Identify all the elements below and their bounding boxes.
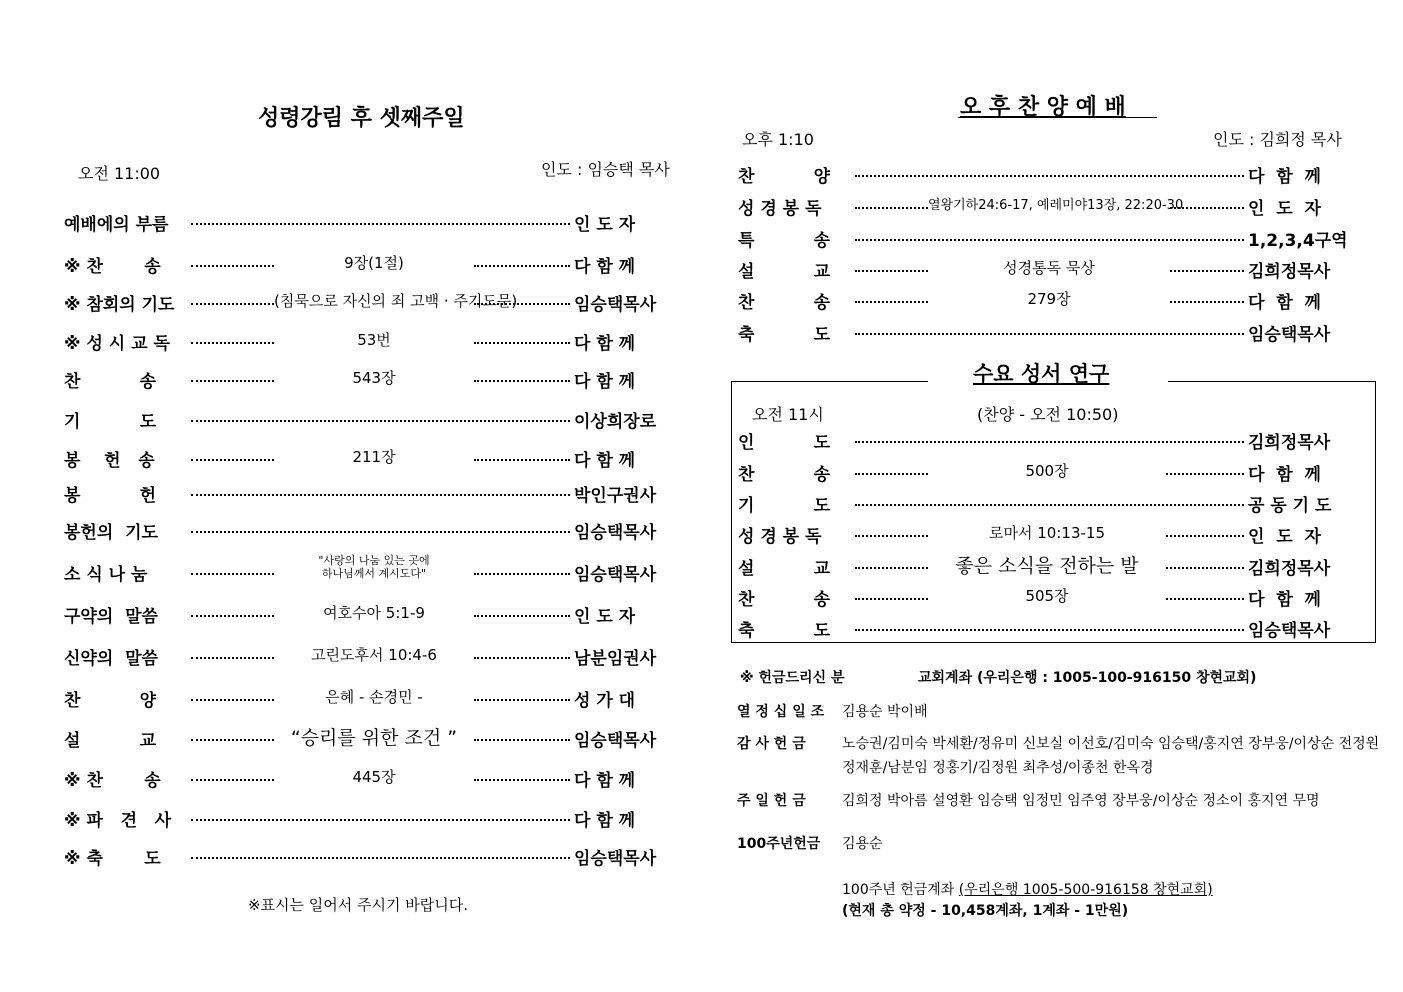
order-person: 다 함 께: [574, 257, 636, 277]
order-person: 임승택목사: [574, 731, 657, 751]
order-row: [64, 407, 694, 432]
order-person: 임승택목사: [574, 565, 657, 585]
order-person: 공 동 기 도: [1248, 496, 1332, 516]
order-label: 설 교: [738, 262, 831, 282]
leader-dots: [191, 844, 570, 859]
order-row: [64, 686, 694, 711]
order-person: 박인구권사: [574, 486, 657, 506]
order-label: ※ 축 도: [64, 849, 161, 869]
order-label: 봉 헌 송: [64, 451, 155, 471]
leader-dots: [474, 560, 570, 575]
order-label: 신약의 말씀: [64, 649, 158, 669]
order-person: 이상희장로: [574, 412, 657, 432]
main-service-title: 성령강림 후 셋째주일: [258, 106, 465, 131]
order-row: [738, 257, 1370, 282]
order-person: 인 도 자: [574, 215, 636, 235]
afternoon-title-underline: [958, 117, 1157, 118]
leader-dots: [474, 329, 570, 344]
order-person: 임승택목사: [574, 849, 657, 869]
order-row: [64, 554, 694, 585]
leader-dots: [191, 329, 274, 344]
order-label: 예배에의 부름: [64, 215, 169, 235]
leader-dots: [191, 446, 274, 461]
order-person: 다 함 께: [574, 334, 636, 354]
leader-dots: [855, 257, 928, 272]
order-label: ※ 참회의 기도: [64, 295, 175, 315]
leader-dots: [191, 806, 570, 821]
order-person: 임승택목사: [1248, 325, 1331, 345]
order-row: [64, 726, 694, 751]
order-label: 인 도: [738, 433, 831, 453]
order-detail: (침묵으로 자신의 죄 고백 · 주기도문): [274, 292, 518, 310]
order-label: ※ 파 견 사: [64, 811, 172, 831]
order-label: 성 경 봉 독: [738, 527, 822, 547]
order-label: 찬 송: [738, 590, 831, 610]
leader-dots: [474, 644, 570, 659]
order-detail: 여호수아 5:1-9: [323, 604, 425, 622]
afternoon-service-leader: 인도 : 김희정 목사: [1213, 130, 1342, 149]
leader-dots: [855, 288, 928, 303]
order-row: [738, 320, 1370, 345]
order-person: 다 함 께: [1248, 465, 1321, 485]
order-label: 봉헌의 기도: [64, 523, 158, 543]
order-label: 기 도: [64, 412, 157, 432]
order-label: 찬 송: [64, 372, 157, 392]
order-row: [64, 844, 694, 869]
order-label: 구약의 말씀: [64, 607, 158, 627]
order-row: [64, 367, 694, 392]
thanks-names-line1: 노승권/김미숙 박세환/정유미 신보실 이선호/김미숙 임승택/홍지연 장부웅/이상순 전정원: [842, 736, 1380, 752]
order-person: 다 함 께: [1248, 167, 1321, 187]
leader-dots: [1166, 522, 1244, 537]
leader-dots: [191, 560, 274, 575]
order-detail: 543장: [352, 369, 396, 387]
leader-dots: [191, 407, 570, 422]
afternoon-service-title: 오 후 찬 양 예 배: [960, 95, 1126, 120]
order-person: 남분임권사: [574, 649, 657, 669]
main-service-leader: 인도 : 임승택 목사: [541, 160, 670, 179]
pledge-note: (현재 총 약정 - 10,458계좌, 1계좌 - 1만원): [842, 903, 1129, 919]
order-detail: “승리를 위한 조건 ”: [290, 727, 458, 749]
afternoon-service-time: 오후 1:10: [742, 130, 814, 149]
order-label: 설 교: [738, 559, 831, 579]
leader-dots: [855, 491, 1244, 506]
leader-dots: [855, 194, 928, 209]
order-label: ※ 성 시 교 독: [64, 334, 170, 354]
order-row: [738, 288, 1370, 313]
leader-dots: [474, 602, 570, 617]
order-detail: 9장(1절): [344, 254, 404, 272]
leader-dots: [191, 518, 570, 533]
order-detail: 로마서 10:13-15: [989, 524, 1105, 542]
order-row: [64, 644, 694, 669]
order-row: [738, 194, 1370, 219]
order-person: 임승택목사: [574, 523, 657, 543]
leader-dots: [1166, 554, 1244, 569]
order-detail: 53번: [357, 331, 391, 349]
order-row: [64, 446, 694, 471]
order-detail: 은혜 - 손경민 -: [325, 688, 423, 706]
leader-dots: [191, 726, 274, 741]
leader-dots: [191, 602, 274, 617]
order-label: 기 도: [738, 496, 831, 516]
order-detail: 열왕기하24:6-17, 예레미야13장, 22:20-30: [928, 198, 1184, 213]
order-row: [738, 491, 1370, 516]
offering-header-label: ※ 헌금드리신 분: [740, 670, 845, 686]
order-row: [64, 481, 694, 506]
tithe-names: 김용순 박이배: [842, 704, 928, 720]
leader-dots: [855, 460, 928, 475]
leader-dots: [474, 252, 570, 267]
order-detail: 고린도후서 10:4-6: [311, 646, 437, 664]
order-label: 봉 헌: [64, 486, 157, 506]
order-row: [738, 554, 1370, 579]
order-label: 찬 양: [738, 167, 831, 187]
order-detail: [274, 554, 474, 580]
order-label: 특 송: [738, 231, 831, 251]
order-person: 다 함 께: [574, 771, 636, 791]
thanks-label: 감 사 헌 금: [737, 736, 806, 752]
leader-dots: [474, 446, 570, 461]
order-label: 찬 송: [738, 293, 831, 313]
order-label: 소 식 나 눔: [64, 565, 148, 585]
order-detail: 500장: [1025, 462, 1069, 480]
order-label: 찬 송: [738, 465, 831, 485]
order-row: [64, 329, 694, 354]
order-detail-line1: "사랑의 나눔 있는 곳에: [318, 554, 430, 567]
sunday-label: 주 일 헌 금: [737, 793, 806, 809]
order-label: 축 도: [738, 621, 831, 641]
order-person: 인 도 자: [574, 607, 636, 627]
leader-dots: [1170, 288, 1244, 303]
leader-dots: [191, 252, 274, 267]
order-row: [738, 616, 1370, 641]
order-detail: 좋은 소식을 전하는 발: [955, 555, 1139, 577]
centennial-names: 김용순: [842, 836, 883, 852]
leader-dots: [191, 686, 274, 701]
order-person: 김희정목사: [1248, 262, 1331, 282]
main-service-time: 오전 11:00: [78, 164, 161, 183]
leader-dots: [855, 162, 1244, 177]
leader-dots: [855, 616, 1244, 631]
order-row: [738, 428, 1370, 453]
standing-note: ※표시는 일어서 주시기 바랍니다.: [248, 896, 469, 914]
order-person: 다 함 께: [1248, 590, 1321, 610]
order-person: 다 함 께: [574, 811, 636, 831]
order-person: 성 가 대: [574, 691, 636, 711]
order-row: [64, 602, 694, 627]
leader-dots: [191, 481, 570, 496]
centennial-label: 100주년헌금: [737, 836, 821, 852]
order-row: [738, 460, 1370, 485]
order-person: 김희정목사: [1248, 559, 1331, 579]
wednesday-time: 오전 11시: [752, 405, 824, 424]
leader-dots: [191, 644, 274, 659]
order-detail: 445장: [352, 768, 396, 786]
order-label: 설 교: [64, 731, 157, 751]
order-person: 임승택목사: [1248, 621, 1331, 641]
sunday-names: 김희정 박아름 설영환 임승택 임정민 임주영 장부웅/이상순 정소이 홍지연 무명: [842, 793, 1320, 809]
leader-dots: [1166, 585, 1244, 600]
order-row: [64, 518, 694, 543]
order-row: [64, 252, 694, 277]
order-row: [738, 585, 1370, 610]
order-person: 다 함 께: [1248, 293, 1321, 313]
leader-dots: [855, 554, 928, 569]
leader-dots: [855, 320, 1244, 335]
order-label: ※ 찬 송: [64, 771, 161, 791]
leader-dots: [1170, 257, 1244, 272]
wednesday-title: 수요 성서 연구: [973, 362, 1110, 386]
order-person: 다 함 께: [574, 372, 636, 392]
leader-dots: [855, 585, 928, 600]
offering-account-text: 교회계좌 (우리은행 : 1005-100-916150 창현교회): [918, 670, 1257, 686]
leader-dots: [855, 522, 928, 537]
leader-dots: [191, 367, 274, 382]
order-detail-line2: 하나님께서 계시도다": [321, 567, 427, 580]
order-detail: 505장: [1025, 587, 1069, 605]
order-label: 찬 양: [64, 691, 157, 711]
order-row: [64, 806, 694, 831]
leader-dots: [474, 686, 570, 701]
order-row: [738, 522, 1370, 547]
leader-dots: [855, 428, 1244, 443]
order-person: 1,2,3,4구역: [1248, 231, 1348, 251]
leader-dots: [1166, 460, 1244, 475]
order-row: [64, 766, 694, 791]
leader-dots: [191, 766, 274, 781]
order-person: 임승택목사: [574, 295, 657, 315]
leader-dots: [191, 210, 570, 225]
centennial-account-detail: (우리은행 1005-500-916158 창현교회): [958, 882, 1213, 898]
order-label: ※ 찬 송: [64, 257, 161, 277]
order-row: [64, 210, 694, 235]
order-label: 축 도: [738, 325, 831, 345]
order-row: [64, 290, 694, 315]
order-label: 성 경 봉 독: [738, 199, 822, 219]
leader-dots: [855, 226, 1244, 241]
wednesday-praise-time: (찬양 - 오전 10:50): [977, 405, 1119, 424]
order-row: [738, 226, 1370, 251]
centennial-account: [842, 879, 1213, 899]
order-row: [738, 162, 1370, 187]
offering-account: [918, 667, 1256, 687]
order-person: 다 함 께: [574, 451, 636, 471]
thanks-names-line2: 정재훈/남분임 정홍기/김정원 최추성/이종천 한옥경: [842, 760, 1154, 776]
centennial-account-prefix: 100주년 헌금계좌: [842, 882, 955, 898]
order-detail: 279장: [1027, 290, 1071, 308]
offering-header: [740, 667, 845, 687]
order-detail: 211장: [352, 448, 396, 466]
order-person: 인 도 자: [1248, 527, 1321, 547]
tithe-label: 열 정 십 일 조: [737, 704, 825, 720]
leader-dots: [191, 290, 274, 305]
order-detail: 성경통독 묵상: [1003, 259, 1095, 277]
leader-dots: [474, 367, 570, 382]
leader-dots: [474, 726, 570, 741]
order-person: 김희정목사: [1248, 433, 1331, 453]
order-person: 인 도 자: [1248, 199, 1321, 219]
leader-dots: [474, 766, 570, 781]
